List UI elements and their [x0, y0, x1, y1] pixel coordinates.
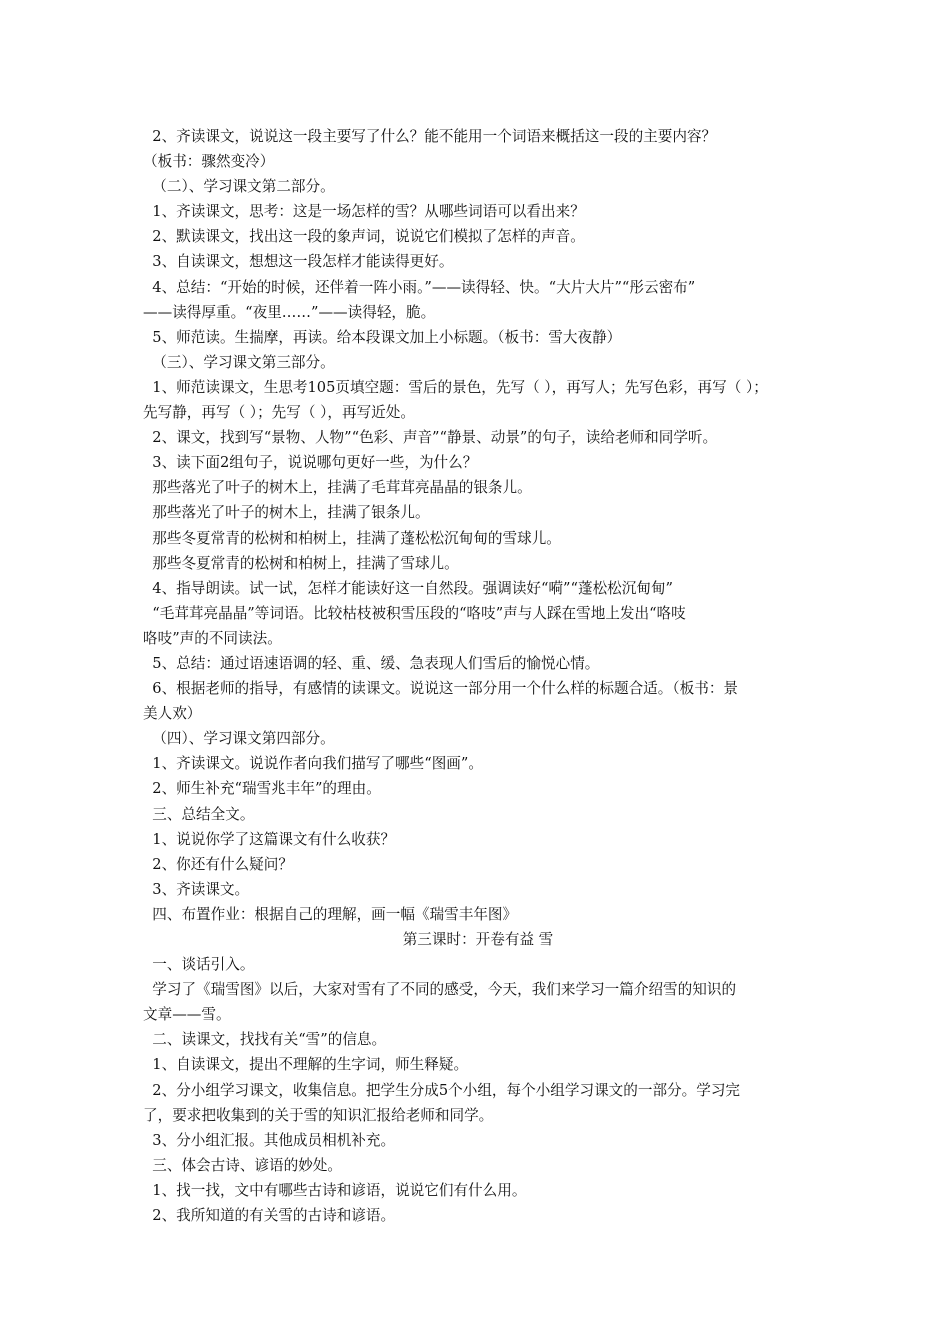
text-line: 那些落光了叶子的树木上，挂满了毛茸茸亮晶晶的银条儿。: [143, 479, 532, 497]
text-line: 了，要求把收集到的关于雪的知识汇报给老师和同学。: [143, 1106, 494, 1124]
text-line: 3、自读课文，想想这一段怎样才能读得更好。: [143, 253, 454, 271]
text-line: 2、你还有什么疑问？: [143, 855, 293, 873]
text-line: 1、找一找，文中有哪些古诗和谚语，说说它们有什么用。: [143, 1181, 527, 1199]
text-line: 3、读下面2组句子，说说哪句更好一些，为什么？: [143, 454, 478, 472]
text-line: 3、分小组汇报。其他成员相机补充。: [143, 1131, 396, 1149]
text-line: 三、总结全文。: [143, 805, 255, 823]
text-line: 6、根据老师的指导，有感情的读课文。说说这一部分用一个什么样的标题合适。（板书：景: [143, 680, 739, 698]
text-line: 3、齐读课文。: [143, 880, 250, 898]
text-line: 4、总结：“开始的时候，还伴着一阵小雨。”——读得轻、快。“大片大片”“彤云密布”: [143, 278, 696, 296]
text-line: （三）、学习课文第三部分。: [143, 353, 335, 371]
text-line: 三、体会古诗、谚语的妙处。: [143, 1156, 342, 1174]
text-line: 咯吱”声的不同读法。: [143, 629, 282, 647]
text-line: 1、齐读课文，思考：这是一场怎样的雪？从哪些词语可以看出来？: [143, 203, 585, 221]
text-line: 四、布置作业：根据自己的理解，画一幅《瑞雪丰年图》: [143, 905, 518, 923]
text-line: ——读得厚重。“夜里……”——读得轻，脆。: [143, 303, 436, 321]
text-line: 2、师生补充“瑞雪兆丰年”的理由。: [143, 780, 381, 798]
document-page: [143, 124, 813, 1228]
text-line: 1、师范读课文，生思考105页填空题：雪后的景色，先写（ ），再写人；先写色彩，再写（ ）；: [143, 378, 768, 396]
text-line: 那些冬夏常青的松树和柏树上，挂满了蓬松松沉甸甸的雪球儿。: [143, 529, 561, 547]
text-line: （四）、学习课文第四部分。: [143, 730, 335, 748]
text-line: 1、自读课文，提出不理解的生字词，师生释疑。: [143, 1056, 469, 1074]
text-line: 二、读课文，找找有关“雪”的信息。: [143, 1031, 387, 1049]
text-line: 文章——雪。: [143, 1006, 231, 1024]
text-line: （板书：骤然变冷）: [143, 153, 275, 171]
text-line: 1、齐读课文。说说作者向我们描写了哪些“图画”。: [143, 755, 483, 773]
text-line: 2、分小组学习课文，收集信息。把学生分成5个小组，每个小组学习课文的一部分。学习完: [143, 1081, 741, 1099]
text-line: 5、师范读。生揣摩，再读。给本段课文加上小标题。（板书：雪大夜静）: [143, 328, 622, 346]
text-line: 2、我所知道的有关雪的古诗和谚语。: [143, 1207, 396, 1225]
text-line: （二）、学习课文第二部分。: [143, 178, 335, 196]
text-line: 先写静，再写（ ）；先写（ ），再写近处。: [143, 404, 415, 422]
section-heading: 第三课时：开卷有益 雪: [402, 931, 554, 948]
text-line: 2、默读课文，找出这一段的象声词，说说它们模拟了怎样的声音。: [143, 228, 585, 246]
text-line: “毛茸茸亮晶晶”等词语。比较枯枝被积雪压段的“咯吱”声与人踩在雪地上发出“咯吱: [143, 604, 686, 622]
text-line: 5、总结：通过语速语调的轻、重、缓、急表现人们雪后的愉悦心情。: [143, 654, 600, 672]
text-line: 美人欢）: [143, 705, 202, 723]
text-line: 那些冬夏常青的松树和柏树上，挂满了雪球儿。: [143, 554, 459, 572]
text-line: 1、说说你学了这篇课文有什么收获？: [143, 830, 396, 848]
text-line: 一、谈话引入。: [143, 956, 255, 974]
text-line: 那些落光了叶子的树木上，挂满了银条儿。: [143, 504, 430, 522]
text-line: 4、指导朗读。试一试，怎样才能读好这一自然段。强调读好“嗬”“蓬松松沉甸甸”: [143, 579, 674, 597]
text-line: 2、齐读课文，说说这一段主要写了什么？能不能用一个词语来概括这一段的主要内容？: [143, 128, 717, 145]
text-line: 2、课文，找到写“景物、人物”“色彩、声音”“静景、动景”的句子，读给老师和同学听。: [143, 429, 718, 447]
text-line: 学习了《瑞雪图》以后，大家对雪有了不同的感受，今天，我们来学习一篇介绍雪的知识的: [143, 981, 737, 999]
